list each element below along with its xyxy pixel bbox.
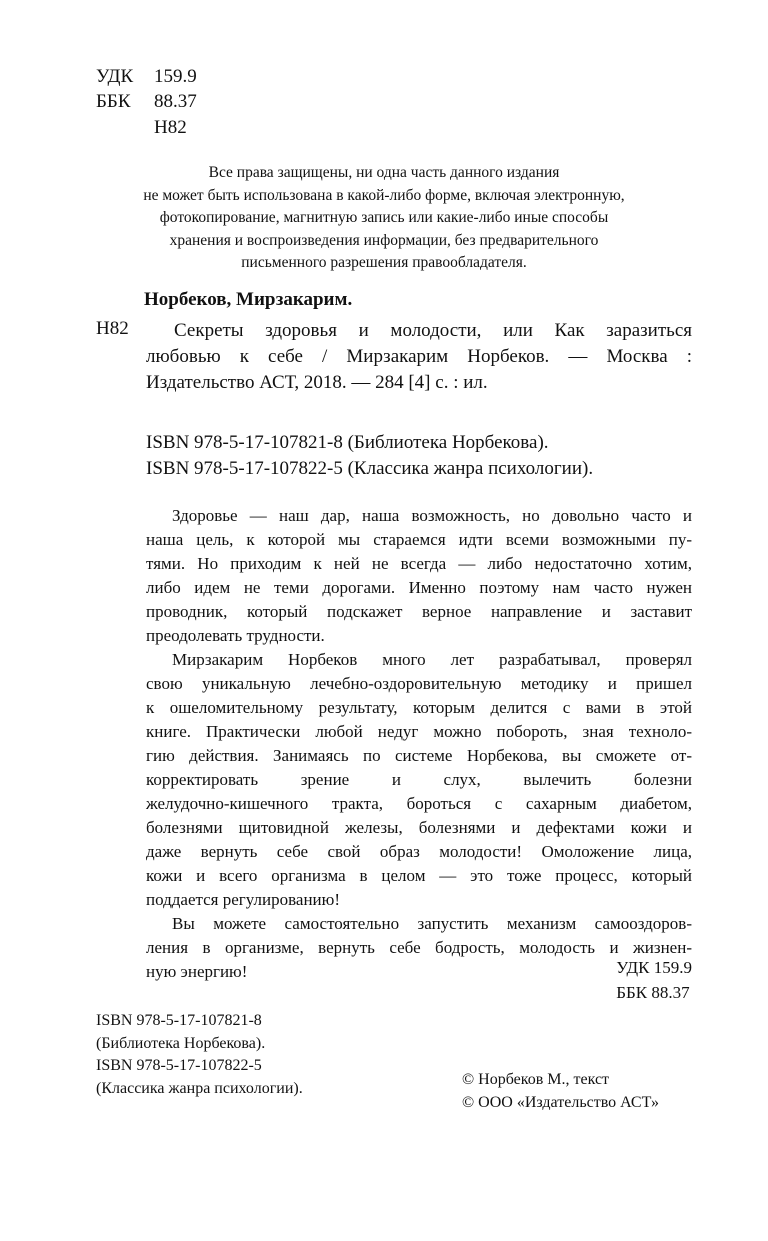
rights-line: письменного разрешения правообладателя. [241,254,527,271]
udk-repeat: УДК 159.9 [616,958,692,977]
classification-repeat [616,955,692,1005]
isbn-line: ISBN 978-5-17-107822-5 (Классика жанра психологии). [146,458,594,479]
bibliographic-record [146,318,692,396]
record-line: Секреты здоровья и молодости, или Как заразиться [174,320,692,341]
rights-line: не может быть использована в какой-либо форме, включая электронную, [143,186,625,204]
call-number: Н82 [96,318,129,339]
annotation-line: желудочно-кишечного тракта, бороться с сахарным диабетом, [146,794,692,813]
isbn-block-line: ISBN 978-5-17-107822-5 [96,1057,262,1074]
author-mark: Н82 [154,117,187,138]
copyright-line: © ООО «Издательство АСТ» [462,1094,659,1111]
author-heading: Норбеков, Мирзакарим. [144,289,353,310]
rights-line: Все права защищены, ни одна часть данного издания [208,164,560,181]
annotation-line: гию действия. Занимаясь по системе Норбекова, вы сможете от- [146,746,692,765]
annotation-line: тями. Но приходим к ней не всегда — либо недостаточно хотим, [146,554,692,573]
annotation-line: ления в организме, вернуть себе бодрость, молодость и жизнен- [146,938,692,957]
bbk-line [96,89,197,114]
annotation-line: болезнями щитовидной железы, болезнями и дефектами кожи и [146,818,692,837]
isbn-block-line: (Библиотека Норбекова). [96,1034,266,1052]
annotation-line: Мирзакарим Норбеков много лет разрабатывал, проверял [172,650,692,669]
copyright-line: © Норбеков М., текст [462,1071,610,1088]
annotation-line: кожи и всего организма в целом — это тоже процесс, который [146,866,692,885]
annotation-line: свою уникальную лечебно-оздоровительную методику и пришел [146,674,692,693]
rights-notice [0,162,768,275]
record-line: любовью к себе / Мирзакарим Норбеков. — Москва : [146,346,692,367]
bbk-value: 88.37 [154,91,197,112]
annotation [146,504,692,984]
annotation-line: наша цель, к которой мы стараемся идти всеми возможными пу- [146,530,692,549]
annotation-line: корректировать зрение и слух, вылечить болезни [146,770,692,789]
annotation-line: Здоровье — наш дар, наша возможность, но довольно часто и [172,506,692,525]
annotation-line: проводник, который подскажет верное направление и заставит [146,602,692,621]
annotation-line: преодолевать трудности. [146,626,325,645]
udk-value: 159.9 [154,66,197,87]
annotation-line: ную энергию! [146,962,248,981]
udk-label: УДК [96,66,134,87]
annotation-line: к ошеломительному результату, которым делится с вами в этой [146,698,692,717]
record-line: Издательство АСТ, 2018. — 284 [4] с. : ил. [146,372,488,393]
bbk-repeat: ББК 88.37 [616,983,690,1002]
udk-line [96,64,197,89]
bbk-label: ББК [96,91,131,112]
isbn-block-line: ISBN 978-5-17-107821-8 [96,1012,262,1029]
isbn-block [96,1010,303,1100]
annotation-line: либо идем не теми дорогами. Именно поэтому нам часто нужен [146,578,692,597]
annotation-line: даже вернуть себе свой образ молодости! Омоложение лица, [146,842,692,861]
copyright [462,1068,659,1114]
annotation-line: книге. Практически любой недуг можно побороть, зная техноло- [146,722,692,741]
annotation-line: Вы можете самостоятельно запустить механизм самооздоров- [172,914,692,933]
isbn-line: ISBN 978-5-17-107821-8 (Библиотека Норбекова). [146,432,549,453]
rights-line: фотокопирование, магнитную запись или какие-либо иные способы [159,209,609,226]
annotation-line: поддается регулированию! [146,890,341,909]
isbn-block-line: (Классика жанра психологии). [96,1079,303,1097]
rights-line: хранения и воспроизведения информации, без предварительного [169,231,599,249]
